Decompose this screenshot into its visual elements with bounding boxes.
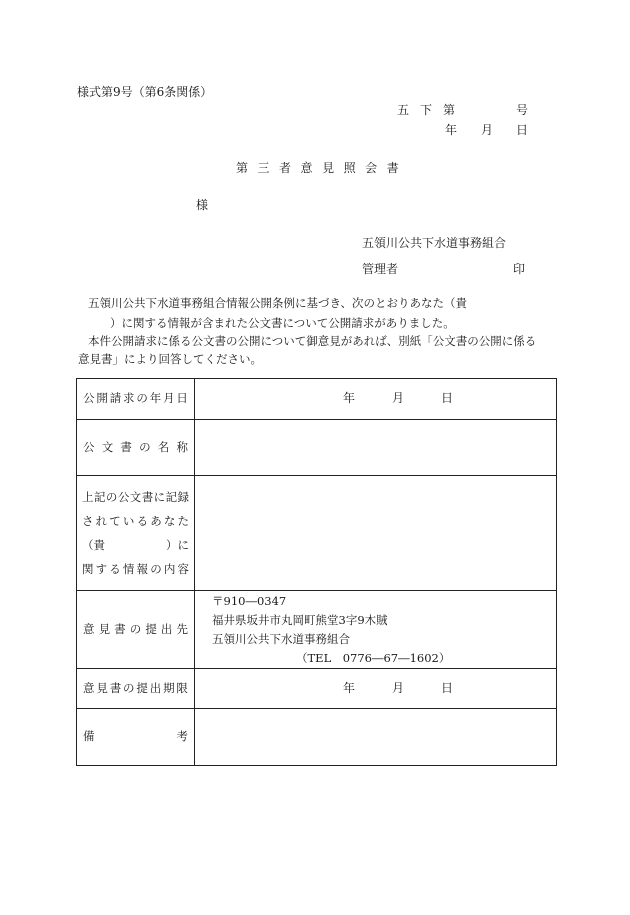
- label-char: に: [153, 490, 166, 504]
- label-char: 書: [141, 490, 154, 504]
- value-submission-deadline[interactable]: [195, 669, 557, 709]
- label-submission-destination: [77, 591, 195, 669]
- label-char: 公: [83, 439, 95, 454]
- doc-date-day: 日: [516, 123, 529, 137]
- label-char: 文: [101, 439, 114, 454]
- doc-number-prefix: 五: [397, 103, 410, 117]
- deadline-year-label: 年: [343, 680, 356, 695]
- label-document-name: [77, 420, 195, 476]
- label-char: れ: [95, 514, 108, 528]
- label-char: て: [109, 514, 121, 528]
- sender-organization: 五領川公共下水道事務組合: [362, 236, 507, 250]
- row-request-date: [77, 379, 557, 420]
- label-char: 公: [83, 391, 95, 406]
- label-char: 公: [117, 490, 130, 504]
- body-line-1: 五領川公共下水道事務組合情報公開条例に基づき、次のとおりあなた（貴: [88, 296, 468, 310]
- row-submission-destination: [77, 591, 557, 669]
- title-char: 照: [343, 161, 366, 175]
- label-char: 出: [160, 621, 173, 636]
- label-char: 記: [165, 490, 178, 504]
- inquiry-form-table: [76, 378, 557, 766]
- label-char: 日: [176, 391, 188, 406]
- label-char: 提: [145, 621, 157, 636]
- label-char: 提: [136, 680, 148, 695]
- label-char: 文: [129, 490, 142, 504]
- label-char: 関: [82, 562, 94, 576]
- label-char: 報: [136, 562, 149, 576]
- label-open-paren: （貴: [82, 538, 105, 552]
- form-number: 様式第9号（第6条関係）: [77, 85, 213, 99]
- label-char: 記: [93, 490, 106, 504]
- label-char: い: [122, 514, 135, 528]
- label-info-content: [77, 476, 195, 591]
- label-char: 意: [83, 621, 95, 636]
- label-char: 月: [163, 391, 175, 406]
- label-char: 書: [109, 680, 122, 695]
- label-char: 見: [98, 621, 111, 636]
- title-char: 会: [365, 161, 387, 175]
- request-day-label: 日: [441, 391, 454, 405]
- label-char: 限: [176, 680, 188, 695]
- label-char: の: [105, 490, 118, 504]
- doc-number-dai: 第: [443, 103, 456, 117]
- label-char: た: [177, 514, 189, 528]
- label-char: の: [136, 391, 148, 406]
- label-char: 書: [120, 439, 132, 454]
- body-line-3: 本件公開請求に係る公文書の公開について御意見があれば、別紙「公文書の公開に係る: [88, 334, 537, 348]
- seal-mark: 印: [513, 262, 526, 276]
- label-char: 先: [176, 621, 188, 636]
- title-char: 見: [322, 161, 344, 175]
- label-char: な: [163, 514, 176, 528]
- destination-phone: （TEL 0776―67―1602）: [296, 650, 451, 665]
- doc-number-go: 号: [516, 103, 529, 117]
- label-char: 請: [109, 391, 122, 406]
- deadline-day-label: 日: [441, 680, 454, 695]
- value-submission-destination: [195, 591, 557, 669]
- label-char: 年: [149, 391, 162, 406]
- label-char: 考: [176, 729, 188, 744]
- label-char: 書: [114, 621, 126, 636]
- row-document-name: [77, 420, 557, 476]
- title-char: 者: [279, 161, 301, 175]
- value-info-content[interactable]: [195, 476, 557, 591]
- label-char: あ: [150, 514, 162, 528]
- postal-code: 〒910―0347: [212, 593, 287, 608]
- doc-number-mid: 下: [420, 103, 433, 117]
- label-char: 備: [83, 729, 95, 744]
- request-month-label: 月: [392, 391, 405, 405]
- label-char: 意: [83, 680, 95, 695]
- value-remarks[interactable]: [195, 709, 557, 766]
- title-char: 三: [257, 161, 280, 175]
- page-title: [236, 162, 408, 174]
- label-char: 内: [163, 562, 176, 576]
- label-char: さ: [82, 514, 94, 528]
- title-char: 第: [236, 161, 258, 175]
- body-line-4: 意見書」により回答してください。: [78, 352, 262, 366]
- label-char: 容: [177, 562, 189, 576]
- label-char: の: [139, 439, 151, 454]
- title-char: 書: [386, 161, 409, 175]
- label-char: の: [150, 562, 162, 576]
- doc-date-month: 月: [481, 123, 494, 137]
- manager-label: 管理者: [362, 262, 399, 276]
- label-close-paren: ）に: [166, 538, 189, 552]
- request-year-label: 年: [343, 391, 356, 405]
- destination-organization: 五領川公共下水道事務組合: [212, 631, 350, 646]
- label-char: 見: [96, 680, 108, 695]
- destination-address: 福井県坂井市丸岡町熊堂3字9木賊: [212, 612, 388, 627]
- row-submission-deadline: [77, 669, 557, 709]
- label-char: 情: [122, 562, 135, 576]
- label-submission-deadline: [77, 669, 195, 709]
- label-char: 開: [96, 391, 108, 406]
- label-remarks: [77, 709, 195, 766]
- title-char: 意: [300, 161, 323, 175]
- label-char: 称: [176, 439, 188, 454]
- label-char: の: [123, 680, 135, 695]
- doc-date-year: 年: [445, 123, 458, 137]
- label-request-date: [77, 379, 195, 420]
- addressee-suffix: 様: [196, 198, 209, 212]
- label-char: る: [109, 562, 121, 576]
- value-request-date[interactable]: [195, 379, 557, 420]
- deadline-month-label: 月: [392, 680, 405, 695]
- row-remarks: [77, 709, 557, 766]
- label-char: 出: [149, 680, 162, 695]
- label-char: す: [95, 562, 108, 576]
- value-document-name[interactable]: [195, 420, 557, 476]
- label-char: 期: [163, 680, 175, 695]
- label-char: る: [136, 514, 149, 528]
- label-char: 求: [123, 391, 135, 406]
- label-char: 録: [177, 490, 189, 504]
- label-char: 名: [157, 439, 170, 454]
- row-info-content: [77, 476, 557, 591]
- label-char: 上: [82, 490, 94, 504]
- label-char: の: [129, 621, 142, 636]
- body-line-2: ）に関する情報が含まれた公文書について公開請求がありました。: [110, 316, 455, 330]
